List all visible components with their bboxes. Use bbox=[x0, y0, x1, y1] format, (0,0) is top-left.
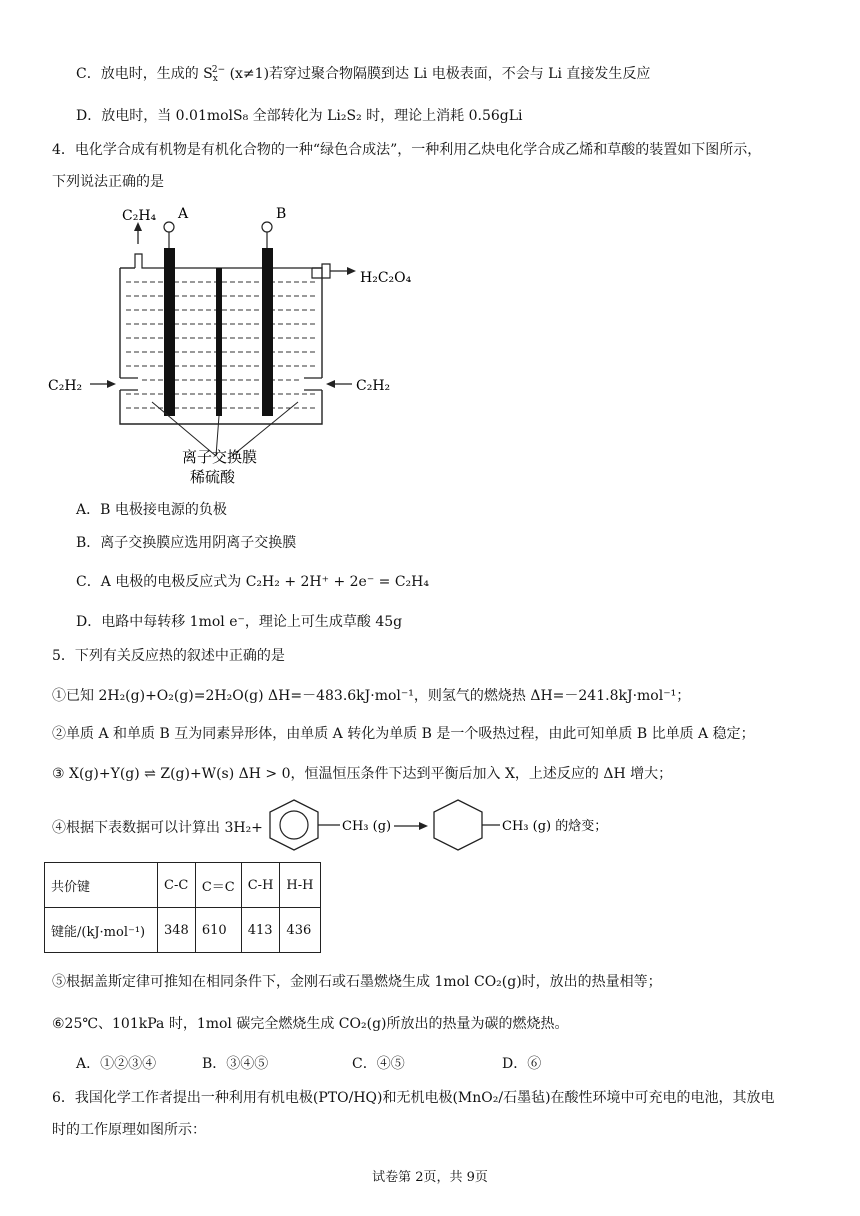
q3-option-d: D．放电时，当 0.01molS₈ 全部转化为 Li₂S₂ 时，理论上消耗 0.56gLi bbox=[76, 108, 523, 124]
q5-choice-c: C．④⑤ bbox=[352, 1056, 405, 1072]
q5-item-1: ①已知 2H₂(g)+O₂(g)=2H₂O(g) ΔH=－483.6kJ·mol⁻¹，则氢气的燃烧热 ΔH=－241.8kJ·mol⁻¹； bbox=[52, 688, 691, 704]
q5-choice-d: D．⑥ bbox=[502, 1056, 542, 1072]
c2h4-outlet-label: C₂H₄ bbox=[122, 208, 157, 224]
electrolysis-diagram bbox=[40, 198, 420, 488]
q5-item-6: ⑥25℃、101kPa 时，1mol 碳完全燃烧生成 CO₂(g)所放出的热量为碳的燃烧热。 bbox=[52, 1016, 569, 1032]
q4-option-d: D．电路中每转移 1mol e⁻，理论上可生成草酸 45g bbox=[76, 614, 403, 630]
table-header-cell: 共价键 bbox=[45, 863, 158, 908]
table-row-label: 键能/(kJ·mol⁻¹) bbox=[45, 908, 158, 953]
table-header-row bbox=[45, 863, 321, 908]
table-cell: 436 bbox=[280, 908, 320, 953]
page-footer: 试卷第 2页，共 9页 bbox=[372, 1170, 488, 1185]
q5-choice-b: B．③④⑤ bbox=[202, 1056, 269, 1072]
electrode-a-label: A bbox=[178, 206, 189, 222]
table-cell: 348 bbox=[158, 908, 196, 953]
q5-stem: 5．下列有关反应热的叙述中正确的是 bbox=[52, 648, 285, 664]
q4-option-a: A．B 电极接电源的负极 bbox=[76, 502, 227, 518]
acid-label: 稀硫酸 bbox=[190, 468, 236, 486]
q6-stem-line2: 时的工作原理如图所示： bbox=[52, 1122, 206, 1138]
q3-option-c-rest: (x≠1)若穿过聚合物隔膜到达 Li 电极表面，不会与 Li 直接发生反应 bbox=[225, 66, 651, 82]
h2c2o4-outlet-label: H₂C₂O₄ bbox=[360, 270, 412, 286]
membrane-label: 离子交换膜 bbox=[182, 448, 258, 466]
bond-energy-table bbox=[44, 862, 321, 953]
c2h2-right-inlet-label: C₂H₂ bbox=[356, 378, 391, 394]
q4-stem-line2: 下列说法正确的是 bbox=[52, 174, 164, 190]
table-row bbox=[45, 908, 321, 953]
q3-option-c-sup: 2− bbox=[211, 65, 226, 75]
electrode-b-label: B bbox=[276, 206, 287, 222]
q6-stem-line1: 6．我国化学工作者提出一种利用有机电极(PTO/HQ)和无机电极(MnO₂/石墨毡)在酸性环境中可充电的电池，其放电 bbox=[52, 1090, 775, 1106]
q5-item-5: ⑤根据盖斯定律可推知在相同条件下，金刚石或石墨燃烧生成 1mol CO₂(g)时，放出的热量相等； bbox=[52, 974, 662, 990]
table-header-cell: C-C bbox=[158, 863, 196, 908]
table-header-cell: C-H bbox=[241, 863, 280, 908]
table-header-cell: C＝C bbox=[195, 863, 241, 908]
q3-option-c-text: C．放电时，生成的 S bbox=[76, 66, 213, 82]
q5-item-3: ③ X(g)+Y(g) ⇌ Z(g)+W(s) ΔH > 0，恒温恒压条件下达到平衡后加入 X，上述反应的 ΔH 增大； bbox=[52, 766, 673, 782]
toluene-methyl-label: CH₃ (g) bbox=[342, 819, 392, 834]
q5-item-2: ②单质 A 和单质 B 互为同素异形体，由单质 A 转化为单质 B 是一个吸热过程，由此可知单质 B 比单质 A 稳定； bbox=[52, 726, 755, 742]
table-header-cell: H-H bbox=[280, 863, 320, 908]
q4-stem-line1: 4．电化学合成有机物是有机化合物的一种“绿色合成法”，一种利用乙炔电化学合成乙烯和草酸的装置如下图所示， bbox=[52, 142, 762, 158]
c2h2-left-inlet-label: C₂H₂ bbox=[48, 378, 83, 394]
q3-option-c bbox=[76, 64, 650, 86]
toluene-to-methylcyclohexane-scheme bbox=[268, 796, 648, 858]
table-cell: 413 bbox=[241, 908, 280, 953]
q5-item-4: ④根据下表数据可以计算出 3H₂+ bbox=[52, 820, 263, 836]
q5-choice-a: A．①②③④ bbox=[76, 1056, 157, 1072]
q3-option-c-sub: x bbox=[212, 74, 218, 84]
q4-option-c: C．A 电极的电极反应式为 C₂H₂ + 2H⁺ + 2e⁻ = C₂H₄ bbox=[76, 574, 429, 590]
q4-option-b: B．离子交换膜应选用阴离子交换膜 bbox=[76, 535, 297, 551]
cyclohexane-methyl-label: CH₃ (g) 的焓变； bbox=[502, 819, 608, 834]
table-cell: 610 bbox=[195, 908, 241, 953]
